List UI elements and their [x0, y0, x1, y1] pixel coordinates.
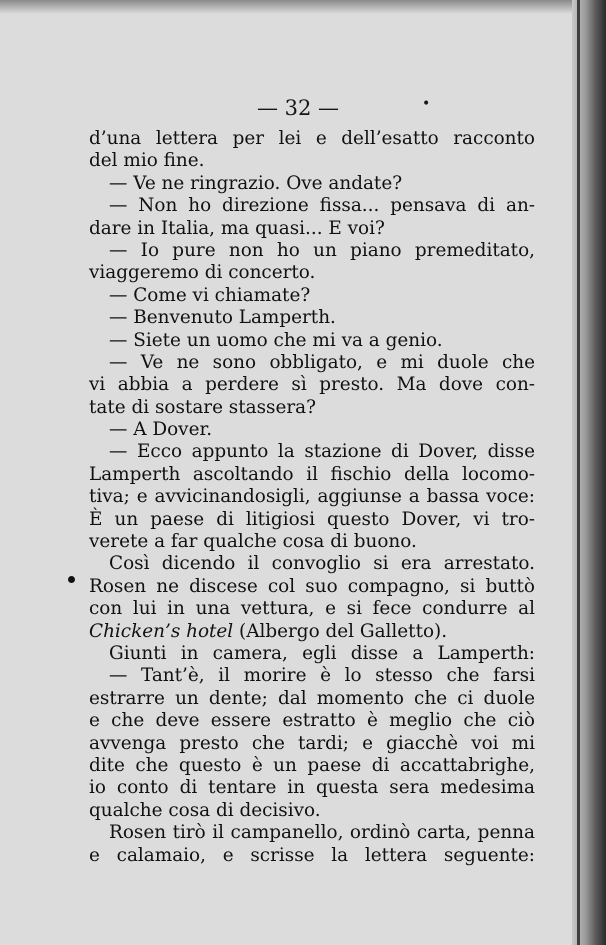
text-line: dite che questo è un paese di accattabrighe, [89, 754, 535, 776]
text-line: — Ve ne sono obbligato, e mi duole che [109, 351, 535, 373]
page-edge-line [577, 0, 580, 945]
text-line: dare in Italia, ma quasi... E voi? [89, 217, 385, 239]
text-line: e che deve essere estratto è meglio che ciò [89, 710, 535, 732]
page-number: — 32 — [256, 96, 340, 120]
text-line: con lui in una vettura, e si fece condurre al [89, 598, 535, 620]
text-line: Così dicendo il convoglio si era arrestato. [109, 553, 535, 575]
page-header [0, 96, 606, 120]
text-line: avvenga presto che tardi; e giacchè voi mi [89, 732, 535, 754]
italic-title: Chicken’s hotel [89, 620, 234, 642]
text-line: del mio fine. [89, 150, 205, 172]
text-line: — Tant’è, il morire è lo stesso che farsi [109, 665, 535, 687]
text-line: — Ve ne ringrazio. Ove andate? [109, 172, 403, 194]
text-line: Rosen ne discese col suo compagno, si buttò [89, 575, 535, 597]
text-line: — Io pure non ho un piano premeditato, [109, 239, 535, 261]
text-line: Rosen tirò il campanello, ordinò carta, penna [109, 822, 535, 844]
body-text [89, 128, 535, 867]
text-line: estrarre un dente; dal momento che ci duole [89, 687, 535, 709]
text-line: — A Dover. [109, 419, 213, 441]
text-line: tate di sostare stassera? [89, 396, 316, 418]
margin-bullet-mark [68, 576, 75, 583]
text-line: qualche cosa di decisivo. [89, 799, 321, 821]
text-line: — Siete un uomo che mi va a genio. [109, 329, 443, 351]
text-line: d’una lettera per lei e dell’esatto racconto [89, 128, 535, 149]
text-line: — Non ho direzione fissa... pensava di an- [109, 195, 535, 217]
text-line: — Benvenuto Lamperth. [109, 307, 336, 329]
text-line: tiva; e avvicinandosigli, aggiunse a bassa voce: [89, 486, 535, 508]
header-mark: • [422, 96, 431, 112]
text-line: Giunti in camera, egli disse a Lamperth: [109, 642, 535, 664]
text-line: vi abbia a perdere sì presto. Ma dove con- [89, 374, 535, 396]
text-line: — Ecco appunto la stazione di Dover, disse [109, 441, 535, 463]
text-line: Lamperth ascoltando il fischio della locomo- [89, 463, 535, 485]
text-line: viaggeremo di concerto. [89, 262, 316, 284]
text-line: e calamaio, e scrisse la lettera seguente: [89, 844, 535, 866]
text-line: io conto di tentare in questa sera medesima [89, 777, 535, 799]
text-line: verete a far qualche cosa di buono. [89, 531, 417, 553]
text-line: Chicken’s hotel (Albergo del Galletto). [89, 620, 448, 642]
text-line: — Come vi chiamate? [109, 284, 311, 306]
page-top-shadow [0, 0, 606, 14]
text-line: È un paese di litigiosi questo Dover, vi tro- [89, 508, 535, 530]
